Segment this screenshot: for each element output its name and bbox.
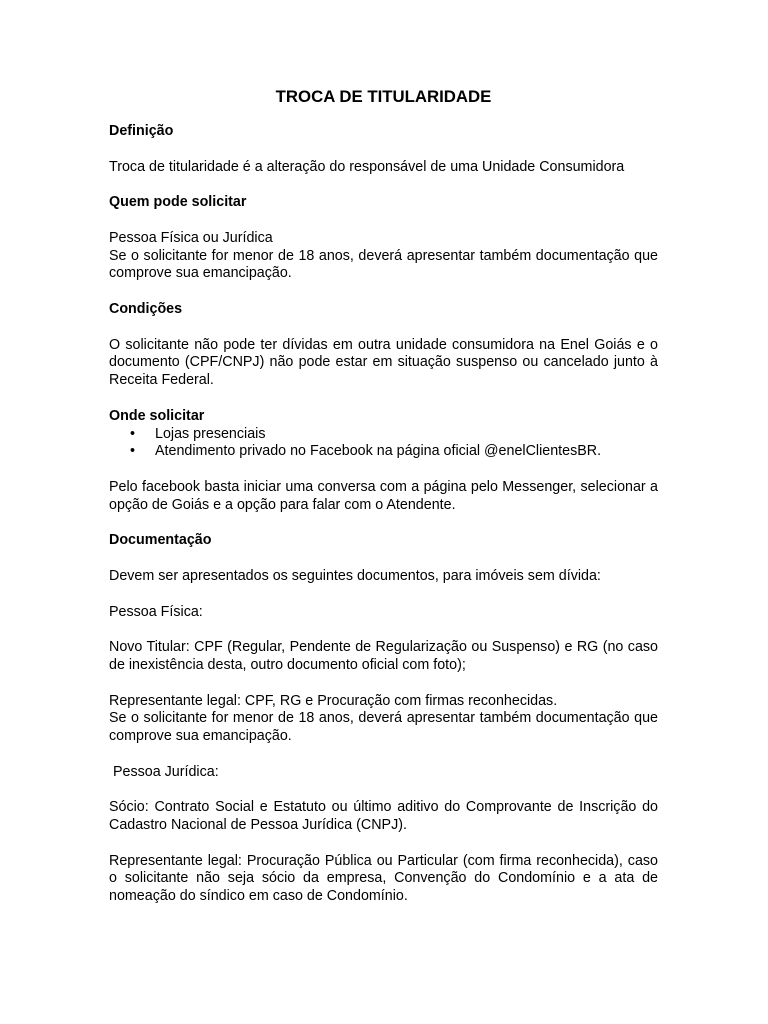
facebook-text: Pelo facebook basta iniciar uma conversa com a página pelo Messenger, selecionar a opção de Goiás e a opção para falar com o Atendente.: [109, 478, 658, 513]
heading-definicao: Definição: [109, 123, 174, 139]
socio-text: Sócio: Contrato Social e Estatuto ou último aditivo do Comprovante de Inscrição do Cadastro Nacional de Pessoa Jurídica (CNPJ).: [109, 799, 658, 834]
heading-documentacao: Documentação: [109, 532, 212, 549]
quem-pode-line1: Pessoa Física ou Jurídica: [109, 229, 273, 246]
pessoa-juridica-label: Pessoa Jurídica:: [109, 763, 219, 780]
representante-legal-pj-text: Representante legal: Procuração Pública ou Particular (com firma reconhecida), caso o solicitante não seja sócio da empresa, Convenção do Condomínio e a ata de nomeação do síndico em caso de Condomínio.: [109, 852, 658, 905]
document-title: TROCA DE TITULARIDADE: [275, 87, 492, 106]
quem-pode-line2: Se o solicitante for menor de 18 anos, deverá apresentar também documentação que comprove sua emancipação.: [109, 247, 658, 282]
pessoa-fisica-label: Pessoa Física:: [109, 603, 203, 620]
representante-legal-line1: Representante legal: CPF, RG e Procuração com firmas reconhecidas.: [109, 692, 558, 709]
documentacao-intro: Devem ser apresentados os seguintes documentos, para imóveis sem dívida:: [109, 567, 601, 584]
heading-condicoes: Condições: [109, 300, 183, 317]
onde-solicitar-list: [109, 426, 658, 462]
bullet-icon: •: [130, 443, 136, 460]
definicao-text: Troca de titularidade é a alteração do responsável de uma Unidade Consumidora: [109, 158, 625, 175]
list-item-text: Atendimento privado no Facebook na página oficial @enelClientesBR.: [155, 443, 602, 460]
bullet-icon: •: [130, 425, 136, 442]
list-item: [109, 426, 658, 444]
condicoes-text: O solicitante não pode ter dívidas em outra unidade consumidora na Enel Goiás e o documento (CPF/CNPJ) não pode estar em situação suspenso ou cancelado junto à Receita Federal.: [109, 336, 658, 389]
novo-titular-text: Novo Titular: CPF (Regular, Pendente de Regularização ou Suspenso) e RG (no caso de inexistência desta, outro documento oficial com foto);: [109, 639, 658, 673]
heading-onde-solicitar: Onde solicitar: [109, 407, 205, 424]
heading-quem-pode-solicitar: Quem pode solicitar: [109, 194, 247, 211]
list-item-text: Lojas presenciais: [155, 425, 266, 442]
representante-legal-line2: Se o solicitante for menor de 18 anos, deverá apresentar também documentação que comprove sua emancipação.: [109, 710, 658, 745]
list-item: [109, 443, 658, 461]
